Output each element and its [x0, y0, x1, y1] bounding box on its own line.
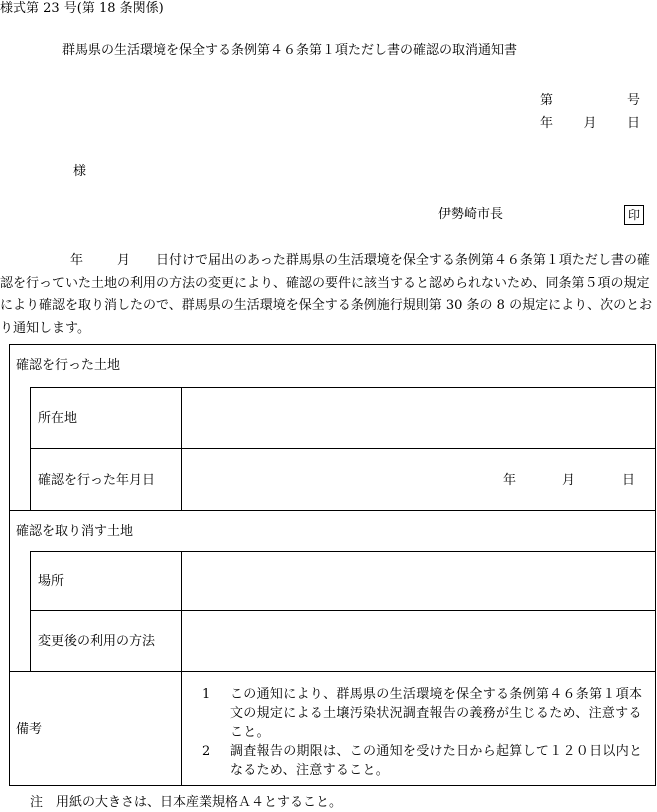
rule	[30, 448, 656, 449]
issuer-name: 伊勢崎市長	[438, 207, 504, 222]
document-number-line	[540, 94, 640, 107]
label-changed-usage: 変更後の利用の方法	[38, 634, 156, 649]
confirm-date-month: 月	[562, 473, 576, 488]
date-year: 年	[540, 116, 554, 131]
section-heading-confirmed-land: 確認を行った土地	[16, 358, 121, 373]
rule	[10, 510, 656, 511]
rule	[181, 671, 182, 786]
document-date-line	[540, 117, 640, 130]
date-month: 月	[583, 116, 597, 131]
label-remarks: 備考	[16, 722, 43, 737]
rule	[181, 387, 182, 510]
body-text: 日付けで届出のあった群馬県の生活環境を保全する条例第４６条第１項ただし書の確認を行っていた土地の利用の方法の変更により、確認の要件に該当すると認められないため、同条第５項の規定により確認を取り消したので、群馬県の生活環境を保全する条例施行規則第 30 条の 8 の規定により、次のとおり通知します。	[0, 253, 653, 336]
rule	[30, 387, 31, 510]
label-place: 場所	[38, 574, 65, 589]
rule	[10, 671, 656, 672]
remarks-content	[192, 685, 647, 780]
remarks-item	[192, 742, 647, 780]
section-heading-revoked-land: 確認を取り消す土地	[16, 524, 134, 539]
document-title: 群馬県の生活環境を保全する条例第４６条第１項ただし書の確認の取消通知書	[62, 43, 518, 58]
number-suffix: 号	[626, 93, 640, 108]
footnote: 注 用紙の大きさは、日本産業規格Ａ４とすること。	[30, 795, 343, 810]
remarks-item-number: 2	[202, 744, 211, 759]
seal-mark: 印	[624, 205, 644, 225]
confirm-date-year: 年	[503, 473, 517, 488]
body-date-month: 月	[117, 253, 131, 268]
confirm-date-day: 日	[622, 473, 636, 488]
remarks-item-text: 調査報告の期限は、この通知を受けた日から起算して１２０日以内となるため、注意すること。	[230, 744, 643, 778]
remarks-item-number: 1	[202, 687, 211, 702]
rule	[30, 610, 656, 611]
label-location: 所在地	[38, 411, 78, 426]
addressee-honorific: 様	[73, 164, 87, 179]
label-confirmation-date: 確認を行った年月日	[38, 473, 156, 488]
body-paragraph	[0, 250, 657, 340]
remarks-item-text: この通知により、群馬県の生活環境を保全する条例第４６条第１項本文の規定による土壌汚染状況調査報告の義務が生じるため、注意すること。	[230, 687, 643, 740]
rule	[30, 387, 656, 388]
rule	[30, 551, 31, 671]
body-date-year: 年	[70, 253, 84, 268]
number-prefix: 第	[540, 93, 554, 108]
date-day: 日	[626, 116, 640, 131]
remarks-item	[192, 685, 647, 742]
rule	[30, 551, 656, 552]
form-number: 様式第 23 号(第 18 条関係)	[0, 1, 164, 16]
form-table	[9, 344, 656, 786]
rule	[181, 551, 182, 671]
